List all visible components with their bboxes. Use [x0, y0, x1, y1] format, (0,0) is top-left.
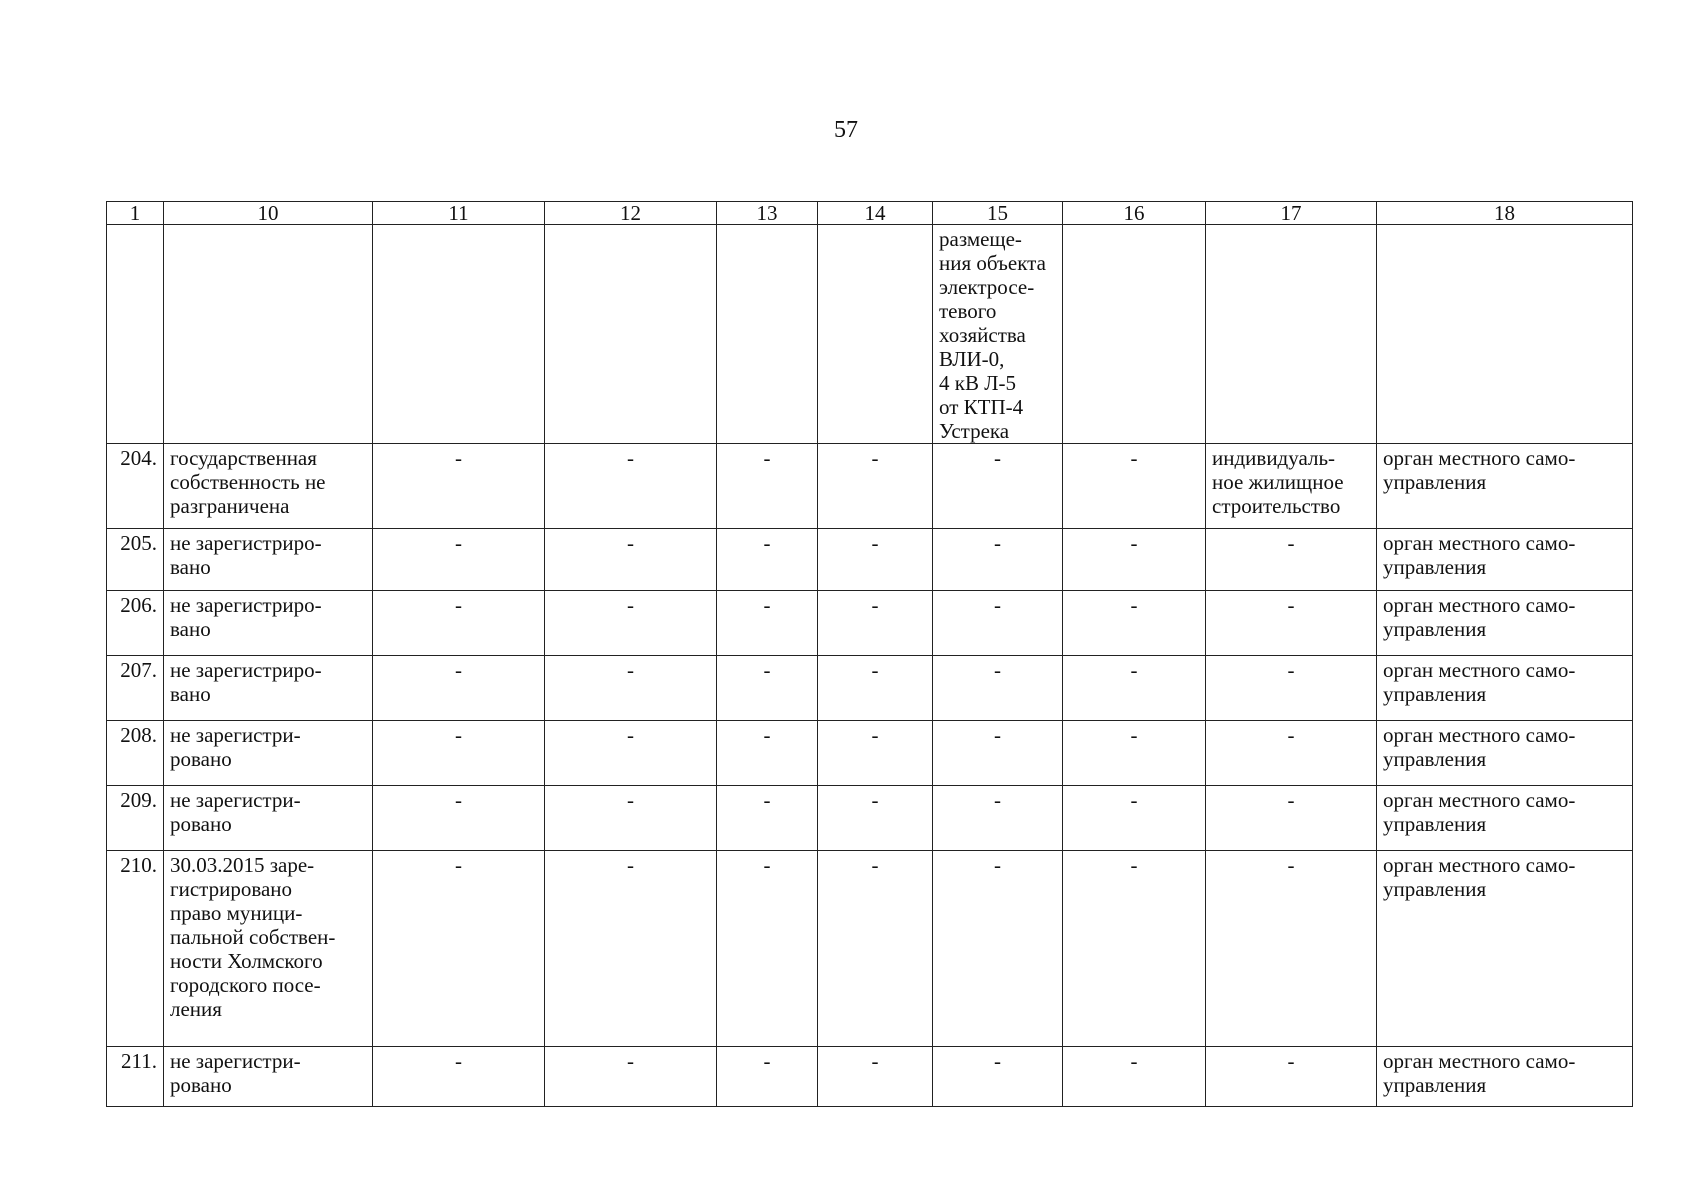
cell-ownership: не зарегистриро- вано: [164, 591, 373, 656]
table-row: [107, 1047, 1633, 1107]
cell-c13: -: [717, 1047, 818, 1107]
table-row: [107, 786, 1633, 851]
cell-authority: орган местного само- управления: [1377, 656, 1633, 721]
cell-c12: -: [545, 529, 717, 591]
cell-c14: -: [818, 1047, 933, 1107]
cell-c14: -: [818, 656, 933, 721]
cell-c11: -: [373, 591, 545, 656]
column-header: 12: [545, 202, 717, 225]
row-number: 205.: [107, 529, 164, 591]
column-header: 17: [1206, 202, 1377, 225]
column-header: 15: [933, 202, 1063, 225]
cell-c15: -: [933, 529, 1063, 591]
row-number: 204.: [107, 444, 164, 529]
cell-authority: орган местного само- управления: [1377, 1047, 1633, 1107]
column-header: 11: [373, 202, 545, 225]
column-header: 10: [164, 202, 373, 225]
cell-ownership: не зарегистри- ровано: [164, 786, 373, 851]
cell-c11: -: [373, 721, 545, 786]
cell-c15: -: [933, 656, 1063, 721]
cell-authority: орган местного само- управления: [1377, 591, 1633, 656]
cell-c11: -: [373, 444, 545, 529]
cell-c16: -: [1063, 721, 1206, 786]
cell-c11: -: [373, 529, 545, 591]
row-number: 207.: [107, 656, 164, 721]
cell-c16: -: [1063, 786, 1206, 851]
cell-c17: -: [1206, 851, 1377, 1047]
cell-c14: -: [818, 444, 933, 529]
header-row: [107, 202, 1633, 225]
cell-c12: -: [545, 786, 717, 851]
column-header: 1: [107, 202, 164, 225]
cell-c15: -: [933, 591, 1063, 656]
cell-ownership: не зарегистриро- вано: [164, 529, 373, 591]
row-number: 211.: [107, 1047, 164, 1107]
cell-c12: -: [545, 721, 717, 786]
cell-c13: -: [717, 591, 818, 656]
page-number: 57: [834, 117, 858, 143]
cell-c15: -: [933, 721, 1063, 786]
cell-c12: -: [545, 656, 717, 721]
table-row: [107, 591, 1633, 656]
cell-c11: -: [373, 1047, 545, 1107]
cell-ownership: государственная собственность не разграничена: [164, 444, 373, 529]
cell-c12: -: [545, 1047, 717, 1107]
cell-c13: -: [717, 656, 818, 721]
column-header: 14: [818, 202, 933, 225]
cell-c14: -: [818, 786, 933, 851]
cell-c14: -: [818, 721, 933, 786]
row-number: 210.: [107, 851, 164, 1047]
cell-c12: -: [545, 444, 717, 529]
cell-c11: -: [373, 656, 545, 721]
table-row: [107, 721, 1633, 786]
register-table: [106, 201, 1633, 1107]
row-number: 209.: [107, 786, 164, 851]
cell-authority: орган местного само- управления: [1377, 721, 1633, 786]
cell-c14: -: [818, 529, 933, 591]
cell-authority: орган местного само- управления: [1377, 444, 1633, 529]
row-number: 208.: [107, 721, 164, 786]
table-row: [107, 529, 1633, 591]
cell-c14: -: [818, 851, 933, 1047]
cell-c17: -: [1206, 529, 1377, 591]
cell-ownership: не зарегистри- ровано: [164, 721, 373, 786]
cell-authority: орган местного само- управления: [1377, 529, 1633, 591]
cell-c16: -: [1063, 851, 1206, 1047]
column-header: 16: [1063, 202, 1206, 225]
cell-c17: индивидуаль- ное жилищное строительство: [1206, 444, 1377, 529]
cell-c15: -: [933, 786, 1063, 851]
cell-c17: -: [1206, 1047, 1377, 1107]
cell-c17: -: [1206, 656, 1377, 721]
continuation-row: [107, 225, 1633, 444]
cell-c16: -: [1063, 444, 1206, 529]
cell-ownership: 30.03.2015 заре- гистрировано право муници- пальной собствен- ности Холмского городского посе- ления: [164, 851, 373, 1047]
cell-c13: -: [717, 444, 818, 529]
cell-c13: -: [717, 786, 818, 851]
table-row: [107, 851, 1633, 1047]
cell-c14: -: [818, 591, 933, 656]
cell-ownership: не зарегистри- ровано: [164, 1047, 373, 1107]
cell-c11: -: [373, 851, 545, 1047]
cell-c15: -: [933, 851, 1063, 1047]
cell-authority: орган местного само- управления: [1377, 786, 1633, 851]
continuation-cell-col15: размеще- ния объекта электросе- тевого хозяйства ВЛИ-0, 4 кВ Л-5 от КТП-4 Устрека: [933, 225, 1063, 444]
cell-c16: -: [1063, 529, 1206, 591]
column-header: 18: [1377, 202, 1633, 225]
column-header: 13: [717, 202, 818, 225]
cell-ownership: не зарегистриро- вано: [164, 656, 373, 721]
row-number: 206.: [107, 591, 164, 656]
cell-c13: -: [717, 529, 818, 591]
cell-c12: -: [545, 591, 717, 656]
cell-c13: -: [717, 721, 818, 786]
cell-c17: -: [1206, 786, 1377, 851]
cell-c16: -: [1063, 656, 1206, 721]
cell-authority: орган местного само- управления: [1377, 851, 1633, 1047]
cell-c16: -: [1063, 1047, 1206, 1107]
table-row: [107, 444, 1633, 529]
cell-c16: -: [1063, 591, 1206, 656]
table-row: [107, 656, 1633, 721]
cell-c15: -: [933, 1047, 1063, 1107]
cell-c17: -: [1206, 591, 1377, 656]
cell-c15: -: [933, 444, 1063, 529]
cell-c17: -: [1206, 721, 1377, 786]
cell-c12: -: [545, 851, 717, 1047]
cell-c13: -: [717, 851, 818, 1047]
cell-c11: -: [373, 786, 545, 851]
